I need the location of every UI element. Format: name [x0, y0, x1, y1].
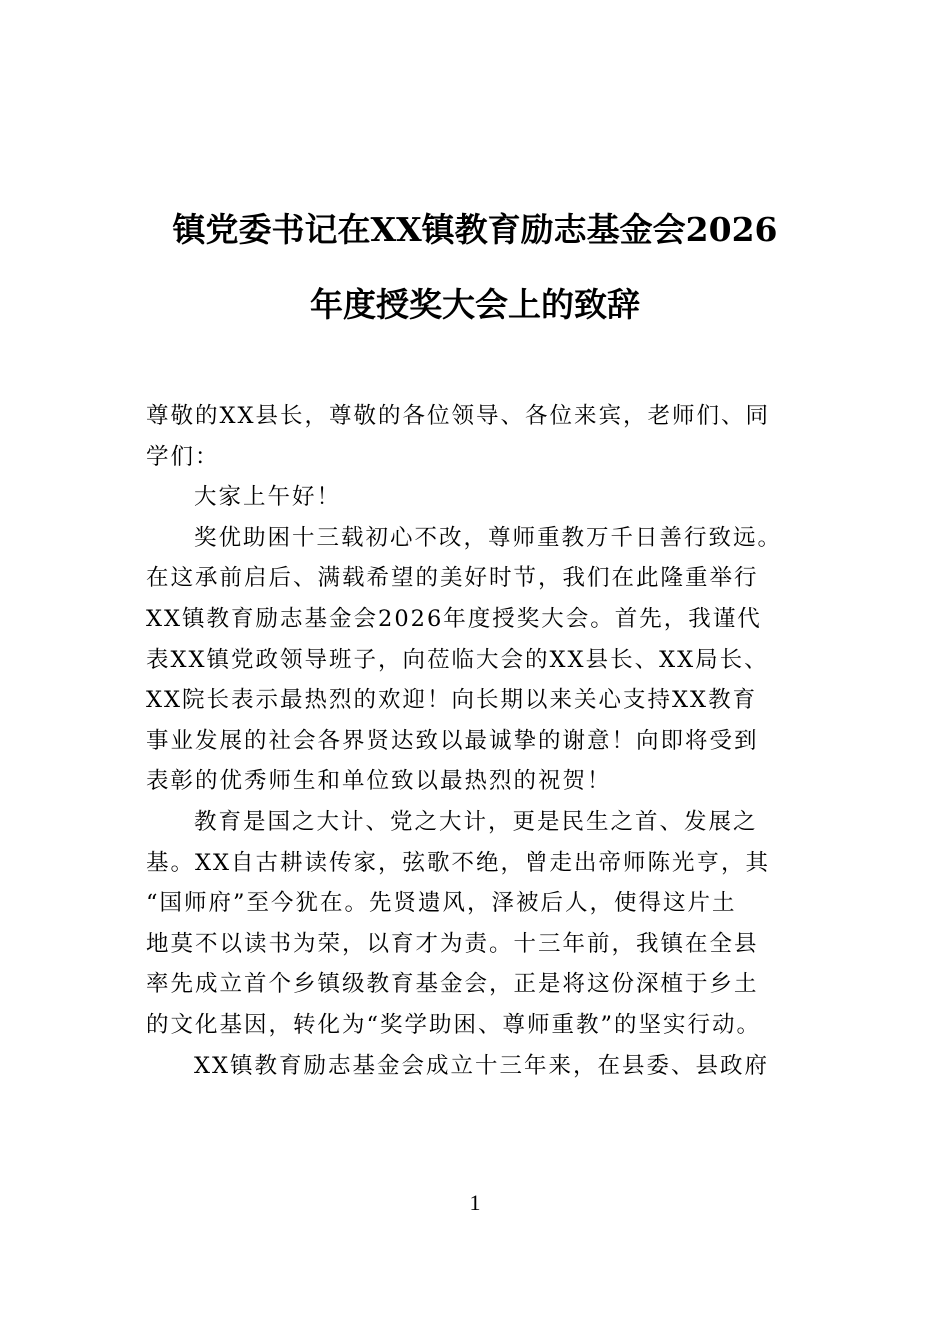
- text-line: 表彰的优秀师生和单位致以最热烈的祝贺！: [146, 768, 612, 795]
- text-line: 尊敬的XX县长，尊敬的各位领导、各位来宾，老师们、同: [146, 403, 771, 429]
- document-title: [100, 192, 850, 342]
- text-line: 地莫不以读书为荣，以育才为责。十三年前，我镇在全县: [146, 930, 759, 957]
- text-line: 事业发展的社会各界贤达致以最诚挚的谢意！向即将受到: [146, 727, 759, 754]
- text-line: 率先成立首个乡镇级教育基金会，正是将这份深植于乡土: [146, 971, 759, 998]
- text-line: 的文化基因，转化为“奖学助困、尊师重教”的坚实行动。: [146, 1011, 762, 1038]
- text-line: “国师府”至今犹在。先贤遗风，泽被后人，使得这片土: [146, 890, 737, 917]
- text-line: XX院长表示最热烈的欢迎！向长期以来关心支持XX教育: [146, 687, 758, 714]
- text-line: 大家上午好！: [194, 484, 342, 511]
- text-line: XX镇教育励志基金会2026年度授奖大会。首先，我谨代: [146, 605, 762, 632]
- text-line: 学们：: [146, 443, 220, 470]
- title-line: 镇党委书记在XX镇教育励志基金会2026: [172, 210, 778, 249]
- text-line: 教育是国之大计、党之大计，更是民生之首、发展之: [194, 808, 758, 835]
- text-line: 在这承前启后、满载希望的美好时节，我们在此隆重举行: [146, 565, 759, 592]
- text-line: 奖优助困十三载初心不改，尊师重教万千日善行致远。: [194, 524, 783, 551]
- title-line: 年度授奖大会上的致辞: [310, 285, 640, 324]
- page-number: 1: [469, 1190, 481, 1215]
- text-line: 表XX镇党政领导班子，向莅临大会的XX县长、XX局长、: [146, 646, 769, 673]
- text-line: 基。XX自古耕读传家，弦歌不绝，曾走出帝师陈光亨，其: [146, 849, 771, 876]
- text-line: XX镇教育励志基金会成立十三年来，在县委、县政府: [194, 1052, 770, 1079]
- body-text: [146, 396, 816, 1086]
